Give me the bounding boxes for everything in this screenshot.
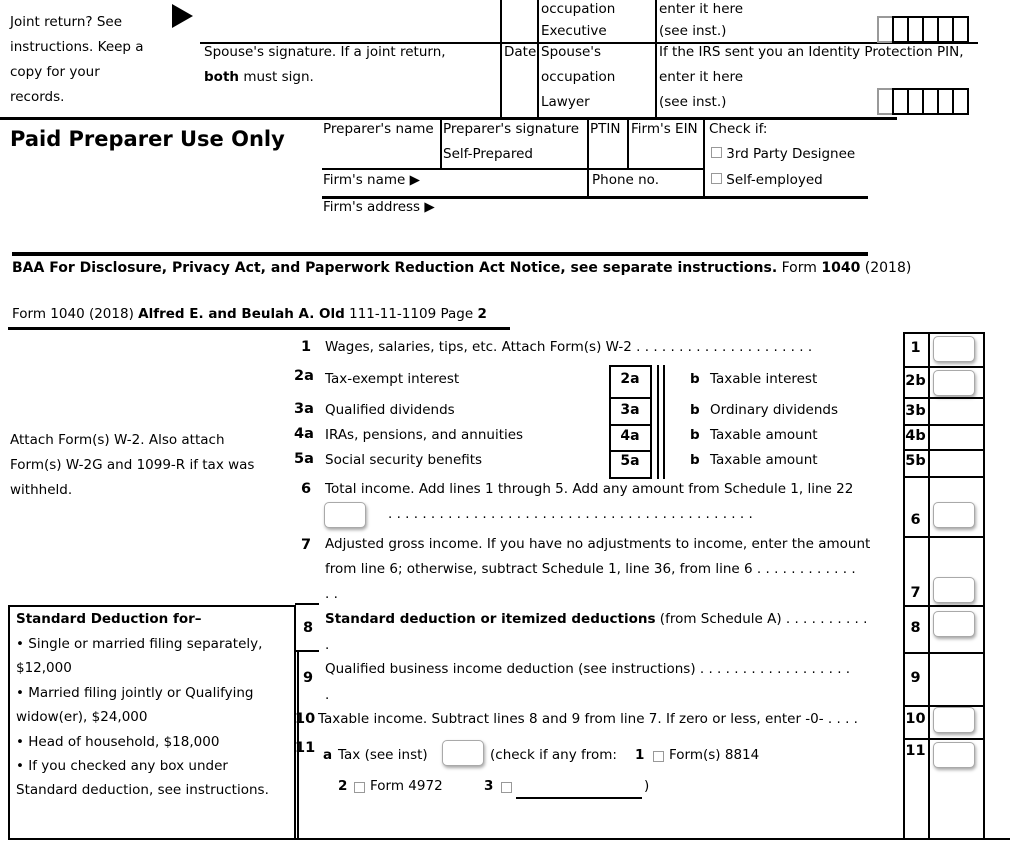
amount-col-hline (903, 605, 985, 607)
ip-pin-boxes-top (877, 16, 969, 43)
date-column-line-left (500, 0, 502, 117)
amount-col-line-2 (928, 332, 930, 838)
baa-notice-text: BAA For Disclosure, Privacy Act, and Paperwork Reduction Act Notice, see separate instructions. (12, 260, 778, 276)
amount-col-hline (903, 449, 985, 451)
option3-blank-line (516, 797, 642, 799)
std-deduction-line2: $12,000 (16, 660, 72, 676)
page2-header-prefix: Form 1040 (2018) (12, 306, 134, 322)
preparer-grid-line (627, 120, 629, 168)
page1-bottom-rule (12, 252, 868, 256)
line8-rest-text: (from Schedule A) . . . . . . . . . . (659, 611, 868, 627)
line5a-text: Social security benefits (325, 452, 483, 468)
signature-arrow-icon (172, 4, 193, 28)
line7-text-1: Adjusted gross income. If you have no adjustments to income, enter the amount (325, 536, 871, 552)
check-if-label: Check if: (709, 121, 768, 137)
joint-return-note-line3: copy for your (10, 64, 100, 80)
form-word: Form (781, 260, 817, 276)
spouse-occupation-label1: Spouse's (541, 44, 602, 60)
firms-name-label: Firm's name ▶ (323, 172, 420, 188)
preparer-grid-line (587, 120, 589, 196)
line3a-number: 3a (294, 401, 314, 417)
spouse-signature-label2: both must sign. (204, 69, 314, 85)
std-deduction-line3: • Married filing jointly or Qualifying (16, 685, 254, 701)
a-box-hline (609, 424, 652, 426)
line11a-text: Tax (see inst) (338, 747, 428, 763)
joint-return-note-line1: Joint return? See (10, 14, 123, 30)
a-box-hline (609, 397, 652, 399)
date-column-line-right (537, 0, 539, 117)
signature-section-bottom-rule (0, 117, 897, 120)
occupation-column-line (655, 0, 657, 117)
line8-continuation: . (325, 637, 330, 653)
preparers-signature-label: Preparer's signature (443, 121, 580, 137)
std-deduction-line6: • If you checked any box under (16, 758, 228, 774)
preparer-grid-line (440, 120, 442, 168)
attach-w2-note-line3: withheld. (10, 482, 73, 498)
page-number: 2 (477, 306, 487, 322)
ip-pin-see-inst-top: (see inst.) (659, 23, 727, 39)
amount-col-label-9: 9 (910, 670, 921, 686)
line7-number: 7 (301, 537, 312, 553)
paid-preparer-title: Paid Preparer Use Only (10, 127, 285, 151)
a-box-hline (609, 365, 652, 367)
line2a-box-label: 2a (620, 371, 640, 387)
a-box-hline (609, 450, 652, 452)
form-4972-checkbox[interactable] (354, 782, 365, 793)
line11a-option3-number: 3 (484, 778, 494, 794)
self-employed-checkbox[interactable] (711, 173, 722, 184)
page2-header-underline (8, 327, 510, 330)
amount-col-label-6: 6 (910, 512, 921, 528)
form-8814-label: Form(s) 8814 (669, 747, 760, 763)
line8-amount-input[interactable] (933, 611, 975, 637)
amount-col-label-2b: 2b (905, 373, 926, 389)
line2b-letter: b (690, 371, 700, 387)
a-box-double-rule-2 (663, 365, 665, 479)
line6-text: Total income. Add lines 1 through 5. Add any amount from Schedule 1, line 22 (325, 481, 854, 497)
line5a-box-label: 5a (620, 453, 640, 469)
third-party-designee-label: 3rd Party Designee (726, 146, 856, 162)
amount-col-label-5b: 5b (905, 453, 926, 469)
your-occupation-label: occupation (541, 1, 616, 17)
amount-col-hline (903, 652, 985, 654)
ip-pin-cell (952, 88, 969, 115)
spouse-occupation-label2: occupation (541, 69, 616, 85)
line6-extra-input[interactable] (324, 502, 366, 528)
amount-col-label-3b: 3b (905, 403, 926, 419)
spouse-occupation-value: Lawyer (541, 94, 590, 110)
attach-w2-note-line2: Form(s) W-2G and 1099-R if tax was (10, 457, 255, 473)
line3b-letter: b (690, 402, 700, 418)
line11a-close-paren: ) (644, 778, 650, 794)
table-bottom-rule (8, 838, 1010, 840)
a-box-double-rule-1 (657, 365, 659, 479)
line5b-letter: b (690, 452, 700, 468)
ptin-label: PTIN (590, 121, 621, 137)
date-label: Date (504, 44, 537, 60)
line4a-text: IRAs, pensions, and annuities (325, 427, 524, 443)
line4a-box-label: 4a (620, 428, 640, 444)
line8-bold-text: Standard deduction or itemized deductions (325, 611, 656, 627)
page2-header (12, 306, 487, 322)
amount-col-hline (903, 397, 985, 399)
line8-tick (295, 603, 319, 605)
std-deduction-line4: widow(er), $24,000 (16, 709, 148, 725)
amount-col-hline (903, 332, 985, 334)
amount-col-label-1: 1 (910, 340, 921, 356)
a-box-hline (609, 477, 652, 479)
line2a-number: 2a (294, 368, 314, 384)
third-party-designee-checkbox[interactable] (711, 147, 722, 158)
line11-number: 11 (295, 740, 316, 756)
form-4972-label: Form 4972 (370, 778, 443, 794)
line2b-text: Taxable interest (710, 371, 818, 387)
ip-pin-sentence: If the IRS sent you an Identity Protection PIN, (659, 44, 964, 60)
self-employed-row (711, 172, 823, 188)
amount-col-label-4b: 4b (905, 428, 926, 444)
line7-text-2: from line 6; otherwise, subtract Schedule 1, line 36, from line 6 . . . . . . . . . . . . (325, 561, 856, 577)
line11a-option2-number: 2 (338, 778, 348, 794)
amount-col-label-10: 10 (905, 711, 926, 727)
line4b-text: Taxable amount (710, 427, 818, 443)
line2a-text: Tax-exempt interest (325, 371, 460, 387)
amount-col-hline (903, 738, 985, 740)
form-year: (2018) (864, 260, 912, 276)
taxpayer-names: Alfred E. and Beulah A. Old (138, 306, 345, 322)
line5b-text: Taxable amount (710, 452, 818, 468)
self-employed-label: Self-employed (726, 172, 823, 188)
ip-pin-enter-here: enter it here (659, 69, 744, 85)
line1-text: Wages, salaries, tips, etc. Attach Form(s) W-2 . . . . . . . . . . . . . . . . . . . . . (325, 339, 813, 355)
amount-col-hline (903, 476, 985, 478)
your-occupation-value: Executive (541, 23, 607, 39)
taxpayer-ssn: 111-11-1109 (349, 306, 437, 322)
form-number: 1040 (821, 260, 861, 276)
line6-amount-input[interactable] (933, 502, 975, 528)
line3a-box-label: 3a (620, 402, 640, 418)
amount-col-hline (903, 366, 985, 368)
amount-col-hline (903, 424, 985, 426)
line6-dot-leader: . . . . . . . . . . . . . . . . . . . . . . . . . . . . . . . . . . . . . . . . . . . (388, 506, 753, 522)
line9-number: 9 (303, 670, 314, 686)
line8-number: 8 (303, 620, 314, 636)
amount-col-label-7: 7 (910, 585, 921, 601)
baa-notice-line (12, 260, 911, 276)
attach-w2-note-line1: Attach Form(s) W-2. Also attach (10, 432, 225, 448)
spouse-signature-label: Spouse's signature. If a joint return, (204, 44, 446, 60)
line6-number: 6 (301, 481, 312, 497)
preparer-row-divider (322, 168, 703, 170)
preparer-grid-line (703, 120, 705, 196)
ip-pin-cell (952, 16, 969, 43)
preparers-signature-value: Self-Prepared (443, 146, 533, 162)
form-8814-checkbox[interactable] (653, 751, 664, 762)
amount-col-line-3 (983, 332, 985, 838)
line5a-number: 5a (294, 451, 314, 467)
line1-number: 1 (301, 339, 312, 355)
line10-text: Taxable income. Subtract lines 8 and 9 from line 7. If zero or less, enter -0- . . . . (318, 711, 858, 727)
line11a-option1-number: 1 (635, 747, 645, 763)
line10-number: 10 (295, 711, 316, 727)
ip-pin-see-inst: (see inst.) (659, 94, 727, 110)
line9-text: Qualified business income deduction (see instructions) . . . . . . . . . . . . . . . . . . (325, 661, 851, 677)
line4b-letter: b (690, 427, 700, 443)
third-party-designee-row (711, 146, 855, 162)
standard-deduction-title: Standard Deduction for– (16, 611, 202, 627)
line1-amount-input[interactable] (933, 336, 975, 362)
line11a-check-text: (check if any from: (490, 747, 617, 763)
ip-pin-enter-here-top: enter it here (659, 1, 744, 17)
joint-return-note-line2: instructions. Keep a (10, 39, 144, 55)
page-word: Page (440, 306, 474, 322)
line8-text (325, 611, 867, 627)
amount-col-label-8: 8 (910, 620, 921, 636)
amount-col-label-11: 11 (905, 743, 926, 759)
line3a-text: Qualified dividends (325, 402, 455, 418)
amount-col-hline (903, 536, 985, 538)
line2b-amount-input[interactable] (933, 370, 975, 396)
phone-no-label: Phone no. (592, 172, 659, 188)
line11a-tax-input[interactable] (442, 740, 484, 766)
line3b-text: Ordinary dividends (710, 402, 839, 418)
joint-return-note-line4: records. (10, 89, 65, 105)
firms-address-label: Firm's address ▶ (323, 199, 435, 215)
std-deduction-line1: • Single or married filing separately, (16, 636, 263, 652)
firms-ein-label: Firm's EIN (631, 121, 698, 137)
line7-amount-input[interactable] (933, 577, 975, 603)
line11-amount-input[interactable] (933, 742, 975, 768)
line10-amount-input[interactable] (933, 707, 975, 733)
line4a-number: 4a (294, 426, 314, 442)
std-deduction-line5: • Head of household, $18,000 (16, 734, 220, 750)
ip-pin-boxes-bottom (877, 88, 969, 115)
line11a-letter: a (323, 747, 333, 763)
option3-checkbox[interactable] (501, 782, 512, 793)
preparers-name-label: Preparer's name (323, 121, 434, 137)
line9-continuation: . (325, 687, 330, 703)
std-deduction-line7: Standard deduction, see instructions. (16, 782, 269, 798)
line7-text-3: . . (325, 586, 338, 602)
